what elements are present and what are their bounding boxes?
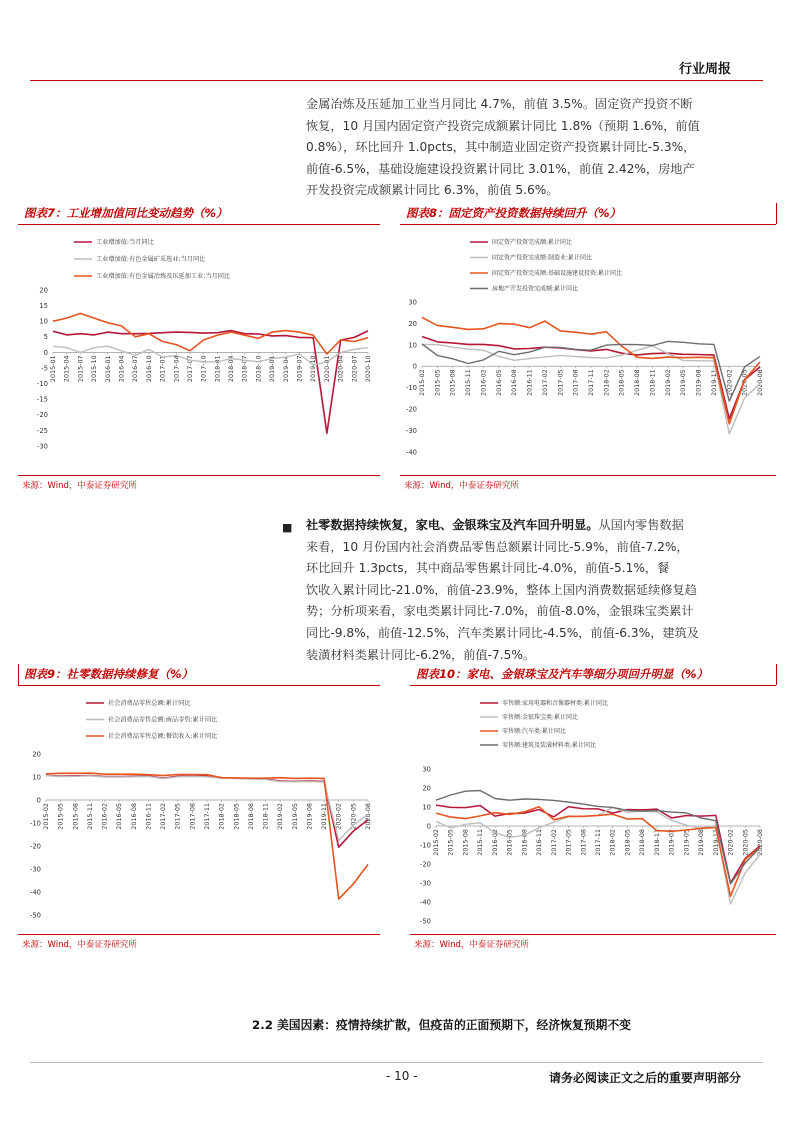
report-type-label: 行业周报 — [678, 62, 731, 77]
series-line — [53, 346, 368, 365]
x-tick-label: 2015-07 — [76, 355, 85, 383]
x-tick-label: 2016-08 — [129, 803, 138, 830]
y-tick-label: 10 — [422, 803, 431, 812]
x-tick-label: 2016-02 — [479, 369, 488, 396]
y-tick-label: -30 — [419, 879, 431, 888]
x-tick-label: 2017-05 — [173, 803, 182, 830]
x-tick-label: 2016-10 — [144, 355, 153, 383]
x-tick-label: 2016-07 — [131, 355, 140, 383]
x-tick-label: 2018-08 — [638, 829, 647, 856]
fig10-top-rule — [410, 685, 776, 686]
fig9-top-rule — [18, 685, 380, 686]
x-tick-label: 2019-08 — [697, 829, 706, 856]
x-tick-label: 2020-04 — [336, 355, 345, 383]
fig8-title: 图表8：固定资产投资数据持续回升（%） — [406, 206, 622, 220]
legend-label: 社会消费品零售总额:商品零售:累计同比 — [108, 716, 218, 724]
legend-label: 固定资产投资完成额:基础设施建设投资:累计同比 — [492, 270, 623, 278]
footer-rule — [30, 1062, 763, 1063]
y-tick-label: -50 — [29, 911, 41, 920]
para2-line: 环比回升 1.3pcts，其中商品零售累计同比-4.0%，前值-5.1%，餐 — [306, 561, 670, 576]
x-tick-label: 2020-07 — [350, 355, 359, 383]
x-tick-label: 2019-11 — [711, 829, 720, 856]
x-tick-label: 2017-08 — [188, 803, 197, 830]
x-tick-label: 2016-11 — [535, 829, 544, 856]
x-tick-label: 2016-01 — [103, 355, 112, 383]
x-tick-label: 2019-11 — [709, 369, 718, 396]
x-tick-label: 2020-02 — [334, 803, 343, 830]
legend-label: 房地产开发投资完成额:累计同比 — [492, 285, 579, 293]
legend-label: 固定资产投资完成额:制造业:累计同比 — [492, 254, 593, 262]
x-tick-label: 2019-11 — [320, 803, 329, 830]
fig8-chart — [400, 228, 776, 474]
y-tick-label: 30 — [422, 765, 431, 774]
y-tick-label: -20 — [405, 405, 417, 414]
paragraph-1 — [306, 94, 700, 202]
y-tick-label: -30 — [405, 426, 417, 435]
x-tick-label: 2018-02 — [217, 803, 226, 830]
x-tick-label: 2017-02 — [159, 803, 168, 830]
x-tick-label: 2018-01 — [213, 355, 222, 383]
y-tick-label: -40 — [405, 448, 417, 457]
fig7-top-rule — [18, 224, 380, 225]
x-tick-label: 2018-05 — [232, 803, 241, 830]
y-tick-label: 10 — [39, 317, 48, 326]
x-tick-label: 2020-05 — [741, 829, 750, 856]
x-tick-label: 2018-08 — [246, 803, 255, 830]
section-heading: 2.2 美国因素：疫情持续扩散，但疫苗的正面预期下，经济恢复预期不变 — [252, 1018, 631, 1032]
y-tick-label: -5 — [41, 364, 48, 373]
fig10-source-rule — [410, 934, 776, 935]
x-tick-label: 2018-05 — [617, 369, 626, 396]
x-tick-label: 2019-01 — [268, 355, 277, 383]
fig7-source-rule — [18, 475, 380, 476]
y-tick-label: 20 — [32, 750, 41, 759]
fig9-source: 来源：Wind，中泰证券研究所 — [22, 940, 137, 950]
x-tick-label: 2016-05 — [115, 803, 124, 830]
y-tick-label: -25 — [36, 426, 48, 435]
x-tick-label: 2017-05 — [564, 829, 573, 856]
paragraph-2 — [306, 515, 699, 666]
y-tick-label: -10 — [405, 384, 417, 393]
x-tick-label: 2017-02 — [549, 829, 558, 856]
x-tick-label: 2016-08 — [520, 829, 529, 856]
para2-line: 同比-9.8%，前值-12.5%，汽车类累计同比-4.5%，前值-6.3%，建筑及 — [306, 625, 699, 640]
x-tick-label: 2016-05 — [494, 369, 503, 396]
para2-line: 饮收入累计同比-21.0%，前值-23.9%，整体上国内消费数据延续修复趋 — [306, 582, 697, 597]
x-tick-label: 2018-10 — [254, 355, 263, 383]
x-tick-label: 2016-04 — [117, 355, 126, 383]
fig10-title-edge — [776, 664, 777, 685]
legend-label: 工业增加值:当月同比 — [96, 239, 154, 247]
y-tick-label: -40 — [29, 888, 41, 897]
x-tick-label: 2018-11 — [648, 369, 657, 396]
x-tick-label: 2019-02 — [663, 369, 672, 396]
x-tick-label: 2019-04 — [281, 355, 290, 383]
x-tick-label: 2015-11 — [464, 369, 473, 396]
y-tick-label: -20 — [419, 860, 431, 869]
y-tick-label: 0 — [426, 822, 431, 831]
y-tick-label: 0 — [43, 348, 48, 357]
x-tick-label: 2015-05 — [446, 829, 455, 856]
x-tick-label: 2018-05 — [623, 829, 632, 856]
y-tick-label: -15 — [36, 395, 48, 404]
x-tick-label: 2015-08 — [71, 803, 80, 830]
legend-label: 零售额:汽车类:累计同比 — [502, 728, 567, 736]
para1-line: 金属冶炼及压延加工业当月同比 4.7%，前值 3.5%。固定资产投资不断 — [306, 97, 693, 111]
header-rule — [30, 80, 763, 81]
x-tick-label: 2015-04 — [62, 355, 71, 383]
x-tick-label: 2015-05 — [56, 803, 65, 830]
y-tick-label: -40 — [419, 898, 431, 907]
fig10-source: 来源：Wind，中泰证券研究所 — [414, 940, 529, 950]
x-tick-label: 2019-08 — [305, 803, 314, 830]
y-tick-label: 30 — [408, 298, 417, 307]
x-tick-label: 2018-11 — [652, 829, 661, 856]
x-tick-label: 2019-02 — [667, 829, 676, 856]
y-tick-label: -10 — [36, 380, 48, 388]
legend-label: 工业增加值:有色金属矿采选业:当月同比 — [96, 256, 206, 264]
y-tick-label: -50 — [419, 917, 431, 926]
y-tick-label: 10 — [32, 773, 41, 782]
para2-line: 装潢材料类累计同比-6.2%，前值-7.5%。 — [306, 647, 536, 662]
legend-label: 社会消费品零售总额:累计同比 — [108, 700, 191, 708]
y-tick-label: 20 — [408, 319, 417, 328]
x-tick-label: 2020-08 — [364, 803, 372, 830]
x-tick-label: 2015-11 — [476, 829, 485, 856]
fig9-source-rule — [18, 934, 380, 935]
x-tick-label: 2016-11 — [525, 369, 534, 396]
x-tick-label: 2017-11 — [587, 369, 595, 396]
legend-label: 工业增加值:有色金属冶炼及压延加工业:当月同比 — [96, 273, 231, 281]
x-tick-label: 2016-11 — [144, 803, 153, 830]
x-tick-label: 2015-11 — [85, 803, 94, 830]
x-tick-label: 2020-10 — [364, 355, 372, 383]
x-tick-label: 2017-11 — [203, 803, 211, 830]
x-tick-label: 2015-02 — [42, 803, 50, 830]
y-tick-label: -30 — [36, 442, 48, 451]
x-tick-label: 2019-05 — [682, 829, 691, 856]
x-tick-label: 2020-02 — [726, 829, 735, 856]
x-tick-label: 2018-02 — [602, 369, 611, 396]
x-tick-label: 2018-07 — [240, 355, 249, 383]
para2-lead: 社零数据持续恢复，家电、金银珠宝及汽车回升明显。 — [306, 518, 599, 532]
x-tick-label: 2017-05 — [556, 369, 565, 396]
legend-label: 零售额:家用电器和音像器材类:累计同比 — [502, 700, 609, 708]
y-tick-label: 20 — [39, 286, 48, 295]
fig9-chart — [18, 689, 380, 933]
legend-label: 社会消费品零售总额:餐饮收入:累计同比 — [108, 733, 218, 741]
x-tick-label: 2017-08 — [571, 369, 580, 396]
x-tick-label: 2020-01 — [322, 355, 331, 383]
y-tick-label: 5 — [43, 333, 48, 342]
x-tick-label: 2017-11 — [594, 829, 602, 856]
x-tick-label: 2019-08 — [694, 369, 703, 396]
x-tick-label: 2015-02 — [418, 369, 426, 396]
fig9-title: 图表9：社零数据持续修复（%） — [24, 667, 194, 681]
x-tick-label: 2019-10 — [309, 355, 318, 383]
para1-line: 0.8%），环比回升 1.0pcts，其中制造业固定资产投资累计同比-5.3%， — [306, 140, 696, 155]
fig8-top-rule — [400, 224, 776, 225]
x-tick-label: 2017-02 — [540, 369, 549, 396]
y-tick-label: -30 — [29, 865, 41, 874]
x-tick-label: 2016-05 — [505, 829, 514, 856]
para2-line: 来看，10 月份国内社会消费品零售总额累计同比-5.9%，前值-7.2%， — [306, 539, 689, 554]
y-tick-label: 10 — [408, 341, 417, 350]
x-tick-label: 2015-10 — [90, 355, 99, 383]
x-tick-label: 2020-08 — [756, 369, 764, 396]
x-tick-label: 2017-08 — [579, 829, 588, 856]
para1-line: 前值-6.5%，基础设施建设投资累计同比 3.01%，前值 2.42%，房地产 — [306, 161, 695, 176]
x-tick-label: 2020-02 — [725, 369, 734, 396]
x-tick-label: 2016-02 — [100, 803, 109, 830]
x-tick-label: 2019-07 — [295, 355, 304, 383]
y-tick-label: 0 — [36, 796, 41, 805]
x-tick-label: 2017-01 — [158, 355, 167, 383]
legend-label: 零售额:金银珠宝类:累计同比 — [502, 714, 579, 722]
y-tick-label: -20 — [36, 411, 48, 420]
fig10-title: 图表10：家电、金银珠宝及汽车等细分项回升明显（%） — [416, 667, 709, 681]
y-tick-label: -20 — [29, 842, 41, 851]
y-tick-label: -10 — [29, 819, 41, 828]
legend-label: 固定资产投资完成额:累计同比 — [492, 239, 573, 247]
fig7-source: 来源：Wind，中泰证券研究所 — [22, 481, 137, 491]
x-tick-label: 2015-02 — [432, 829, 440, 856]
y-tick-label: 0 — [412, 362, 417, 371]
bullet-icon: ■ — [282, 521, 293, 534]
legend-label: 零售额:建筑及装潢材料类:累计同比 — [502, 742, 597, 750]
x-tick-label: 2020-05 — [740, 369, 749, 396]
x-tick-label: 2018-02 — [608, 829, 617, 856]
x-tick-label: 2017-04 — [172, 355, 181, 383]
fig7-chart — [18, 228, 380, 474]
fig7-title: 图表7：工业增加值同比变动趋势（%） — [24, 206, 228, 220]
x-tick-label: 2019-05 — [679, 369, 688, 396]
footer-disclaimer: 请务必阅读正文之后的重要声明部分 — [548, 1071, 741, 1085]
y-tick-label: -10 — [419, 841, 431, 850]
x-tick-label: 2018-08 — [633, 369, 642, 396]
x-tick-label: 2018-04 — [227, 355, 236, 383]
series-line — [46, 773, 368, 899]
y-tick-label: 15 — [39, 302, 48, 310]
para1-line: 开发投资完成额累计同比 6.3%，前值 5.6%。 — [306, 183, 559, 198]
x-tick-label: 2018-11 — [261, 803, 270, 830]
x-tick-label: 2015-05 — [433, 369, 442, 396]
fig8-title-edge — [776, 203, 777, 224]
para2-lead-rest: 从国内零售数据 — [598, 518, 684, 532]
x-tick-label: 2017-10 — [199, 355, 208, 383]
para1-line: 恢复，10 月国内固定资产投资完成额累计同比 1.8%（预期 1.6%，前值 — [306, 118, 700, 133]
page-number: - 10 - — [386, 1069, 418, 1083]
fig8-source: 来源：Wind，中泰证券研究所 — [404, 481, 519, 491]
x-tick-label: 2015-08 — [448, 369, 457, 396]
para2-line: 势；分析项来看，家电类累计同比-7.0%，前值-8.0%，金银珠宝类累计 — [306, 604, 694, 619]
y-tick-label: 20 — [422, 784, 431, 793]
fig8-source-rule — [400, 475, 776, 476]
x-tick-label: 2015-01 — [49, 355, 57, 383]
x-tick-label: 2015-08 — [461, 829, 470, 856]
fig10-chart — [410, 689, 776, 933]
x-tick-label: 2019-02 — [276, 803, 285, 830]
x-tick-label: 2020-05 — [349, 803, 358, 830]
x-tick-label: 2016-08 — [510, 369, 519, 396]
x-tick-label: 2020-08 — [756, 829, 764, 856]
x-tick-label: 2017-07 — [185, 355, 194, 383]
x-tick-label: 2016-02 — [490, 829, 499, 856]
x-tick-label: 2019-05 — [290, 803, 299, 830]
